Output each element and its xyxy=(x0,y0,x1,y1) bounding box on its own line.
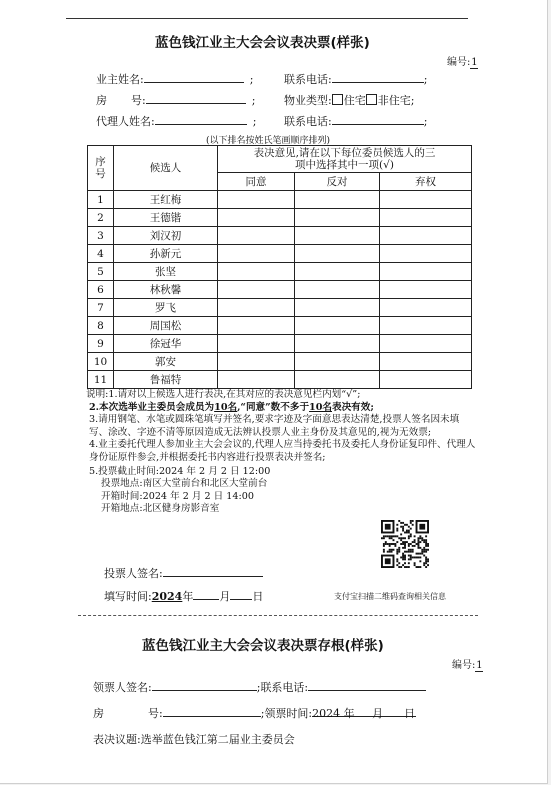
note-4: 4.业主委托代理人参加业主大会会议的,代理人应当持委托书及委托人身份证复印件、代理人身份证原件参会,并根据委托书内容进行投票表决并签名; xyxy=(89,439,476,463)
fill-year: 2024 xyxy=(151,590,183,603)
vote-cell-agree[interactable] xyxy=(218,227,295,245)
candidate-name: 徐冠华 xyxy=(114,335,218,353)
candidate-number: 7 xyxy=(88,299,114,317)
tear-line xyxy=(78,615,478,616)
proxy-phone-row xyxy=(284,113,427,129)
stub-room-row xyxy=(93,705,416,721)
vote-cell-abstain[interactable] xyxy=(380,353,472,371)
stub-receive-date[interactable] xyxy=(312,705,416,720)
vote-cell-abstain[interactable] xyxy=(380,335,472,353)
semicolon: ; xyxy=(251,94,256,107)
vote-table xyxy=(87,145,472,389)
vote-cell-agree[interactable] xyxy=(218,191,295,209)
vote-cell-oppose[interactable] xyxy=(295,299,380,317)
vote-cell-agree[interactable] xyxy=(218,371,295,389)
col-number-header-2: 号 xyxy=(95,168,106,180)
top-rule xyxy=(66,18,468,19)
vote-cell-oppose[interactable] xyxy=(295,335,380,353)
proxy-phone-field[interactable] xyxy=(332,113,424,125)
year-unit: 年 xyxy=(182,590,194,603)
col-agree-header: 同意 xyxy=(218,173,295,191)
note-2-c: ,“同意”数不多于 xyxy=(237,401,310,413)
stub-number-label: 编号: xyxy=(452,660,476,671)
candidate-number: 3 xyxy=(88,227,114,245)
col-number-header-1: 序 xyxy=(95,156,106,168)
note-2-b: 10名 xyxy=(214,401,238,413)
col-number-header xyxy=(88,146,114,191)
day-unit: 日 xyxy=(252,590,264,603)
voter-signature-label: 投票人签名: xyxy=(104,567,163,580)
semicolon: ; xyxy=(423,73,428,86)
candidate-number: 5 xyxy=(88,263,114,281)
vote-cell-abstain[interactable] xyxy=(380,371,472,389)
candidate-name: 郭安 xyxy=(114,353,218,371)
candidate-name: 罗飞 xyxy=(114,299,218,317)
candidate-number: 11 xyxy=(88,371,114,389)
candidate-row xyxy=(88,317,472,335)
stub-receiver-field[interactable] xyxy=(152,679,257,691)
vote-cell-agree[interactable] xyxy=(218,245,295,263)
phone-label: 联系电话: xyxy=(284,73,332,86)
instructions xyxy=(86,389,476,516)
vote-cell-oppose[interactable] xyxy=(295,227,380,245)
phone-label: 联系电话: xyxy=(284,115,332,128)
vote-cell-oppose[interactable] xyxy=(295,209,380,227)
note-2-a: 2.本次选举业主委员会成员为 xyxy=(89,401,215,413)
vote-rows xyxy=(88,191,472,389)
semicolon: ; xyxy=(256,681,261,694)
property-type-row xyxy=(284,92,414,108)
vote-cell-agree[interactable] xyxy=(218,281,295,299)
candidate-name: 张坚 xyxy=(114,263,218,281)
col-candidate-header: 候选人 xyxy=(114,146,218,191)
month-unit: 月 xyxy=(219,590,231,603)
vote-cell-agree[interactable] xyxy=(218,353,295,371)
vote-cell-oppose[interactable] xyxy=(295,263,380,281)
stub-receiver-label: 领票人签名: xyxy=(93,681,152,694)
note-5-location: 投票地点:南区大堂前台和北区大堂前台 xyxy=(101,478,268,490)
candidate-name: 王德锴 xyxy=(114,209,218,227)
candidate-number: 1 xyxy=(88,191,114,209)
col-abstain-header: 弃权 xyxy=(380,173,472,191)
candidate-name: 孙新元 xyxy=(114,245,218,263)
vote-cell-abstain[interactable] xyxy=(380,281,472,299)
stub-phone-label: 联系电话: xyxy=(260,681,309,694)
note-2-e: 表决有效; xyxy=(332,401,374,413)
phone-row xyxy=(284,71,427,87)
stub-receive-time-label: 领票时间: xyxy=(264,707,313,720)
fill-month-field[interactable] xyxy=(193,588,219,600)
voter-signature-field[interactable] xyxy=(163,565,263,577)
qr-code-icon xyxy=(381,520,429,568)
fill-time-row xyxy=(104,588,263,604)
stub-room-label: 房 xyxy=(93,707,104,720)
stub-day-unit: 日 xyxy=(404,707,416,720)
vote-cell-oppose[interactable] xyxy=(295,281,380,299)
semicolon: ; xyxy=(423,115,428,128)
room-field[interactable] xyxy=(146,92,246,104)
candidate-row xyxy=(88,335,472,353)
candidate-row xyxy=(88,245,472,263)
vote-cell-oppose[interactable] xyxy=(295,317,380,335)
semicolon: ; xyxy=(252,115,257,128)
stub-receiver-row xyxy=(93,679,426,695)
room-row xyxy=(96,92,255,108)
candidate-row xyxy=(88,281,472,299)
candidate-name: 刘汉初 xyxy=(114,227,218,245)
non-residential-label: 非住宅; xyxy=(377,94,415,107)
stub-motion: 表决议题:选举蓝色钱江第二届业主委员会 xyxy=(93,733,295,746)
candidate-number: 9 xyxy=(88,335,114,353)
vote-cell-abstain[interactable] xyxy=(380,263,472,281)
qr-caption: 支付宝扫描二维码查询相关信息 xyxy=(334,592,446,601)
candidate-number: 2 xyxy=(88,209,114,227)
candidate-name: 王红梅 xyxy=(114,191,218,209)
stub-room-label-2: 号: xyxy=(148,707,163,720)
opinion-header xyxy=(218,146,472,173)
owner-name-row xyxy=(96,71,253,87)
stub-title: 蓝色钱江业主大会会议表决票存根(样张) xyxy=(142,638,384,654)
note-2 xyxy=(86,402,476,415)
ballot-title: 蓝色钱江业主大会会议表决票(样张) xyxy=(155,35,370,51)
stub-number-value: 1 xyxy=(476,660,483,671)
vote-cell-abstain[interactable] xyxy=(380,245,472,263)
sort-note: (以下排名按姓氏笔画顺序排列) xyxy=(206,136,331,146)
vote-cell-oppose[interactable] xyxy=(295,245,380,263)
candidate-row xyxy=(88,191,472,209)
vote-cell-oppose[interactable] xyxy=(295,371,380,389)
note-3: 3.请用钢笔、水笔或圆珠笔填写并签名,要求字迹及字面意思表达清楚,投票人签名因未填写、涂改、字迹不清等原因造成无法辨认投票人业主身份及其意见的,视为无效票; xyxy=(89,414,460,438)
vote-cell-agree[interactable] xyxy=(218,209,295,227)
stub-room-field[interactable] xyxy=(163,705,261,717)
semicolon: ; xyxy=(249,73,254,86)
candidate-row xyxy=(88,353,472,371)
vote-cell-abstain[interactable] xyxy=(380,299,472,317)
candidate-name: 鲁福特 xyxy=(114,371,218,389)
opinion-header-line2: 项中选择其中一项(√) xyxy=(295,159,394,171)
ballot-number-label: 编号: xyxy=(447,57,471,68)
vote-cell-agree[interactable] xyxy=(218,263,295,281)
vote-cell-agree[interactable] xyxy=(218,335,295,353)
vote-cell-agree[interactable] xyxy=(218,299,295,317)
candidate-row xyxy=(88,209,472,227)
stub-number xyxy=(452,656,483,672)
fill-day-field[interactable] xyxy=(230,588,252,600)
note-1: 说明:1.请对以上候选人进行表决,在其对应的表决意见栏内划“√”; xyxy=(86,389,361,400)
candidate-row xyxy=(88,371,472,389)
semicolon: ; xyxy=(260,707,265,720)
vote-cell-oppose[interactable] xyxy=(295,353,380,371)
stub-month-unit: 月 xyxy=(372,707,384,720)
fill-time-label: 填写时间: xyxy=(104,590,152,603)
stub-year-unit: 年 xyxy=(343,707,355,720)
note-5: 5.投票截止时间:2024 年 2 月 2 日 12:00 xyxy=(89,465,271,477)
candidate-row xyxy=(88,227,472,245)
phone-field[interactable] xyxy=(332,71,424,83)
candidate-name: 林秋馨 xyxy=(114,281,218,299)
stub-phone-field[interactable] xyxy=(308,679,426,691)
candidate-number: 6 xyxy=(88,281,114,299)
owner-name-label: 业主姓名: xyxy=(96,73,144,86)
candidate-number: 10 xyxy=(88,353,114,371)
candidate-number: 8 xyxy=(88,317,114,335)
room-label-2: 号: xyxy=(131,94,146,107)
vote-cell-abstain[interactable] xyxy=(380,191,472,209)
proxy-row xyxy=(96,113,256,129)
residential-checkbox[interactable] xyxy=(332,94,343,105)
vote-cell-abstain[interactable] xyxy=(380,317,472,335)
stub-year: 2024 xyxy=(312,707,341,720)
owner-name-field[interactable] xyxy=(144,71,244,83)
note-5-open-location: 开箱地点:北区健身房影音室 xyxy=(101,503,220,515)
col-oppose-header: 反对 xyxy=(295,173,380,191)
vote-cell-abstain[interactable] xyxy=(380,209,472,227)
candidate-name: 周国松 xyxy=(114,317,218,335)
proxy-name-label: 代理人姓名: xyxy=(96,115,155,128)
vote-cell-abstain[interactable] xyxy=(380,227,472,245)
candidate-row xyxy=(88,263,472,281)
ballot-number xyxy=(447,53,478,69)
note-2-d: 10名 xyxy=(309,401,332,413)
ballot-number-value: 1 xyxy=(471,57,478,68)
residential-label: 住宅 xyxy=(343,94,366,107)
vote-cell-agree[interactable] xyxy=(218,317,295,335)
property-type-label: 物业类型: xyxy=(284,94,332,107)
candidate-row xyxy=(88,299,472,317)
candidate-number: 4 xyxy=(88,245,114,263)
room-label: 房 xyxy=(96,94,107,107)
vote-cell-oppose[interactable] xyxy=(295,191,380,209)
opinion-header-line1: 表决意见,请在以下每位委员候选人的三 xyxy=(253,147,436,159)
non-residential-checkbox[interactable] xyxy=(366,94,377,105)
proxy-name-field[interactable] xyxy=(155,113,247,125)
note-5-open-time: 开箱时间:2024 年 2 月 2 日 14:00 xyxy=(101,490,254,502)
voter-signature-row xyxy=(104,565,263,581)
